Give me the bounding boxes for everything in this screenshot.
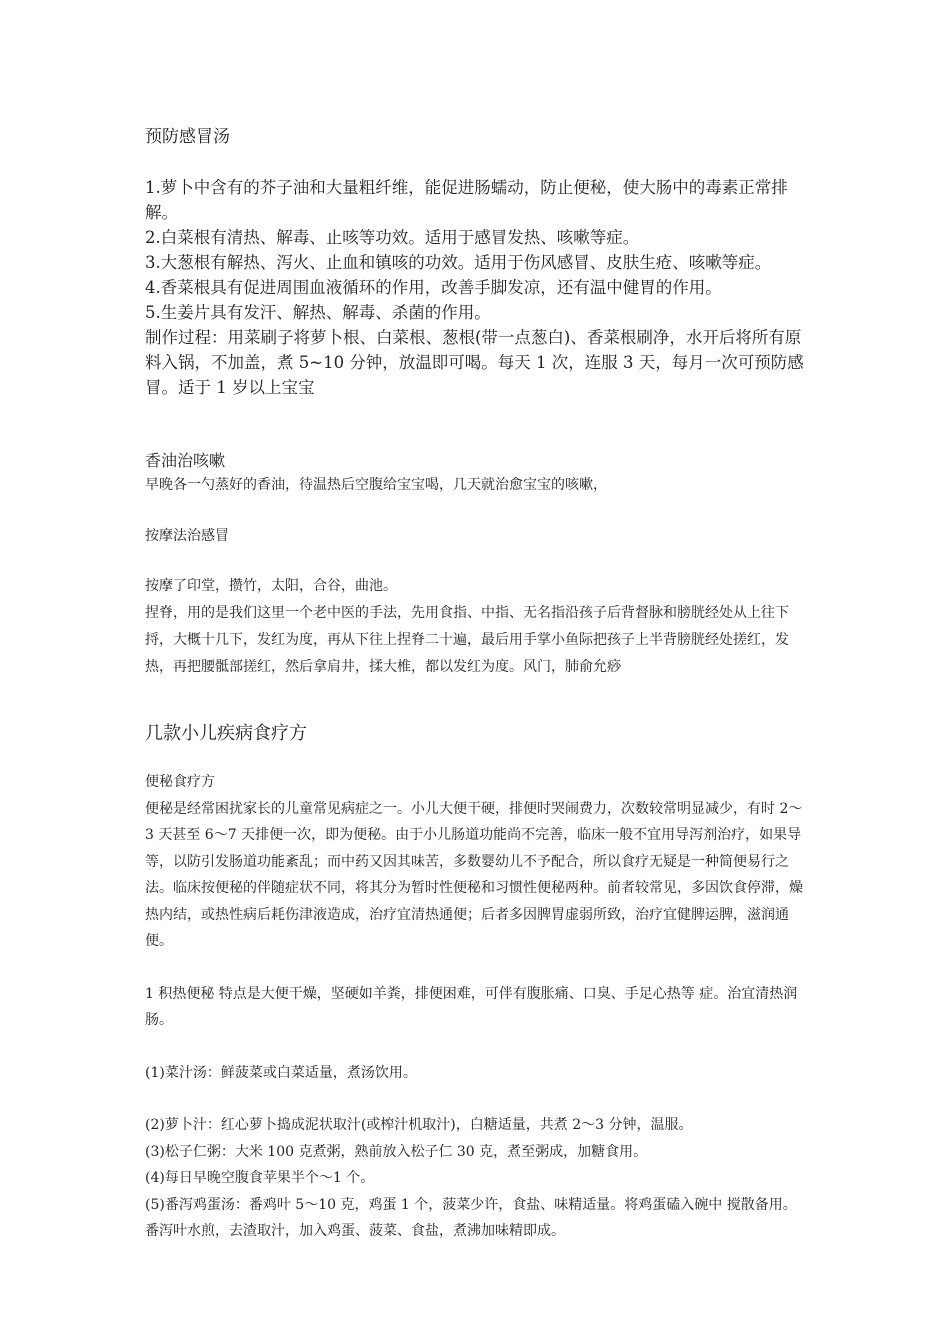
- paragraph: 便秘是经常困扰家长的儿童常见病症之一。小儿大便干硬，排便时哭闹费力，次数较常明显减少，有时 2～3 天甚至 6～7 天排便一次，即为便秘。由于小儿肠道功能尚不完善，临床一般不宜用导泻剂治疗，如果导等，以防引发肠道功能紊乱；而中药又因其味苦，多数婴幼儿不予配合，所以食疗无疑是一种简便易行之法。临床按便秘的伴随症状不同，将其分为暂时性便秘和习惯性便秘两种。前者较常见，多因饮食停滞，燥热内结，或热性病后耗伤津液造成，治疗宜清热通便；后者多因脾胃虚弱所致，治疗宜健脾运脾，滋润通便。: [145, 800, 803, 949]
- section-title: 香油治咳嗽: [145, 451, 226, 470]
- section-sesame-oil-cough: [145, 449, 810, 497]
- paragraph: (5)番泻鸡蛋汤：番鸡叶 5～10 克，鸡蛋 1 个，菠菜少许，食盐、味精适量。将鸡蛋磕入碗中 搅散备用。番泻叶水煎，去渣取汁，加入鸡蛋、菠菜、食盐，煮沸加味精即成。: [145, 1196, 797, 1239]
- section-title: 便秘食疗方: [145, 774, 215, 790]
- paragraph: (2)萝卜汁：红心萝卜捣成泥状取汁(或榨汁机取汁)，白糖适量，共煮 2～3 分钟，温服。: [145, 1117, 693, 1133]
- paragraph: (4)每日早晚空腹食苹果半个～1 个。: [145, 1170, 375, 1186]
- paragraph: 1 积热便秘 特点是大便干燥，坚硬如羊粪，排便困难，可伴有腹胀痛、口臭、手足心热等 症。治宜清热润肠。: [145, 985, 798, 1028]
- paragraph: 按摩了印堂，攒竹，太阳，合谷，曲池。: [145, 578, 397, 594]
- paragraph: (1)菜汁汤：鲜菠菜或白菜适量，煮汤饮用。: [145, 1064, 417, 1081]
- section-massage-cold: [145, 524, 810, 675]
- section-body: [145, 573, 810, 681]
- paragraph: 5.生姜片具有发汗、解热、解毒、杀菌的作用。: [145, 303, 491, 322]
- section-constipation-diet: [145, 769, 810, 1245]
- paragraph: 1.萝卜中含有的芥子油和大量粗纤维，能促进肠蠕动，防止便秘，使大肠中的毒素正常排解。: [145, 178, 788, 222]
- paragraph: 3.大葱根有解热、泻火、止血和镇咳的功效。适用于伤风感冒、皮肤生疮、咳嗽等症。: [145, 253, 772, 272]
- paragraph: 制作过程：用菜刷子将萝卜根、白菜根、葱根(带一点葱白)、香菜根刷净，水开后将所有原料入锅，不加盖，煮 5~10 分钟，放温即可喝。每天 1 次，连服 3 天，每月一次可预防感冒。适于 1 岁以上宝宝: [145, 328, 804, 397]
- heading-child-diet-therapy: 几款小儿疾病食疗方: [145, 723, 307, 744]
- section-title: 按摩法治感冒: [145, 528, 229, 544]
- spacer: [145, 955, 810, 981]
- paragraph: 捏脊，用的是我们这里一个老中医的手法，先用食指、中指、无名指沿孩子后背督脉和膀胱经处从上往下捋，大概十几下，发红为度，再从下往上捏脊二十遍，最后用手掌小鱼际把孩子上半背膀胱经处搓红，发热，再把腰骶部搓红，然后拿肩井，揉大椎，都以发红为度。风门，肺俞允痧: [145, 605, 789, 675]
- paragraph: 4.香菜根具有促进周围血液循环的作用，改善手脚发凉，还有温中健胃的作用。: [145, 278, 722, 297]
- paragraph: 早晚各一勺蒸好的香油，待温热后空腹给宝宝喝，几天就治愈宝宝的咳嗽，: [145, 477, 607, 493]
- paragraph: 2.白菜根有清热、解毒、止咳等功效。适用于感冒发热、咳嗽等症。: [145, 228, 640, 247]
- section-body: [145, 175, 810, 400]
- spacer: [145, 1086, 810, 1112]
- spacer: [145, 1034, 810, 1060]
- section-title-cold-prevention-soup: 预防感冒汤: [145, 127, 230, 147]
- paragraph: (3)松子仁粥：大米 100 克煮粥，熟前放入松子仁 30 克，煮至粥成，加糖食用。: [145, 1143, 648, 1160]
